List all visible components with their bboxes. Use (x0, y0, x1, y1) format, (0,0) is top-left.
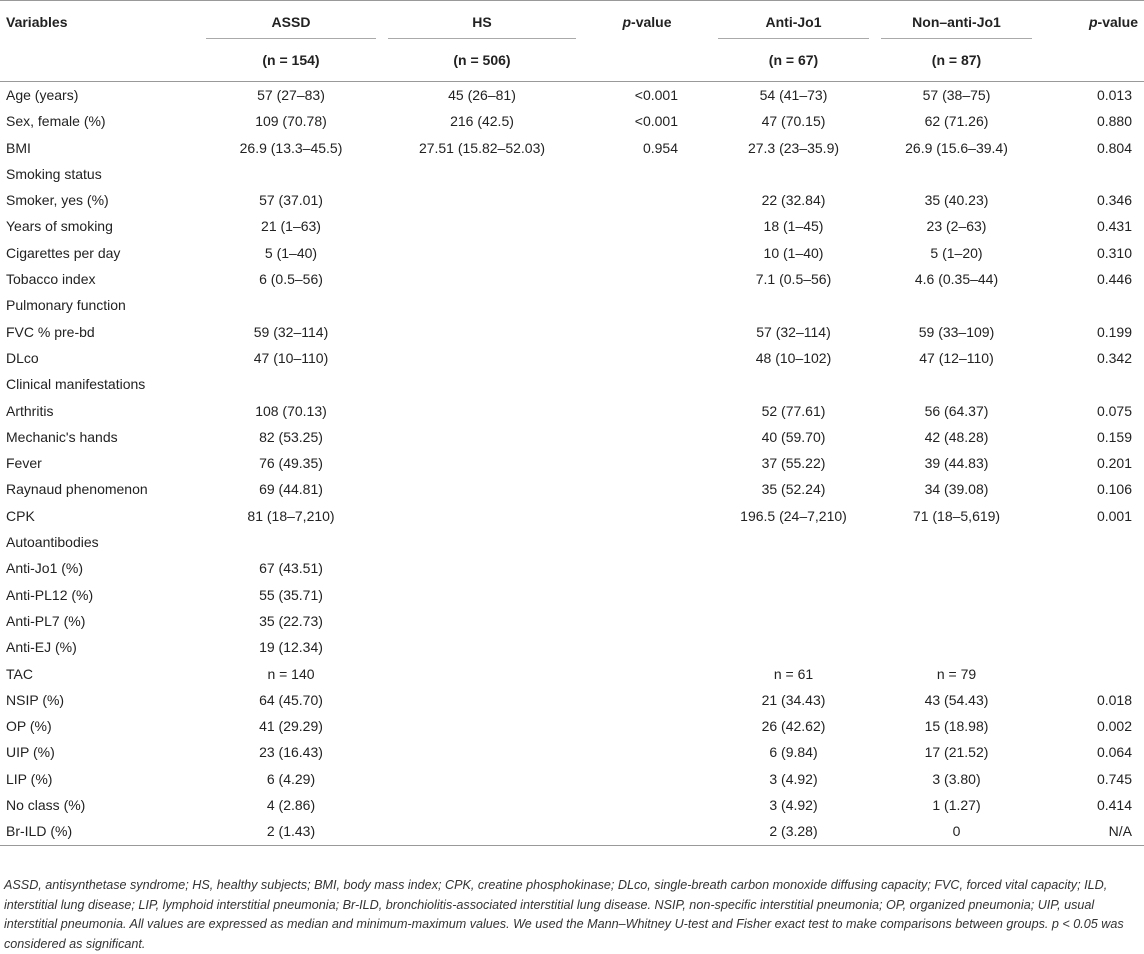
cell-assd: 59 (32–114) (253, 323, 329, 340)
cell-hs (382, 266, 582, 292)
cell-antijo1: 2 (3.28) (712, 818, 875, 845)
cell-assd (200, 371, 382, 397)
table-row (0, 529, 1144, 555)
cell-pvalue-1 (582, 161, 712, 187)
row-label: Smoker, yes (%) (6, 192, 109, 209)
cell-pvalue-2: 0.064 (1096, 744, 1132, 761)
cell-hs (382, 240, 582, 266)
cell-assd (200, 529, 382, 555)
table-row (0, 108, 1144, 134)
cell-nonantijo1 (875, 292, 1038, 318)
header-hs: HS (382, 1, 582, 40)
cell-pvalue-1 (582, 424, 712, 450)
cell-antijo1: 47 (70.15) (761, 113, 826, 130)
header-pvalue-1 (582, 1, 712, 40)
cell-assd: 57 (37.01) (259, 192, 323, 209)
cell-hs (382, 713, 582, 739)
cell-hs: 216 (42.5) (450, 113, 514, 130)
cell-hs (382, 792, 582, 818)
cell-assd: n = 140 (267, 665, 315, 682)
cell-hs (382, 345, 582, 371)
cell-antijo1: 57 (32–114) (756, 323, 831, 340)
cell-pvalue-1: <0.001 (634, 87, 678, 103)
row-label: Autoantibodies (6, 534, 99, 551)
table-row (0, 345, 1144, 371)
cell-pvalue-1 (582, 818, 712, 845)
cell-nonantijo1: 17 (21.52) (924, 744, 989, 761)
row-label: Anti-Jo1 (%) (6, 560, 84, 577)
cell-hs (382, 582, 582, 608)
cell-assd: 69 (44.81) (259, 481, 323, 498)
cell-nonantijo1: 0 (875, 818, 1038, 845)
table-row (0, 82, 1144, 109)
cell-nonantijo1: 57 (38–75) (922, 87, 991, 103)
row-label: BMI (6, 139, 31, 156)
cell-antijo1 (712, 555, 875, 581)
cell-assd (200, 292, 382, 318)
cell-pvalue-1 (582, 240, 712, 266)
cell-nonantijo1: 5 (1–20) (930, 244, 983, 261)
cell-hs: 27.51 (15.82–52.03) (418, 139, 546, 156)
cell-nonantijo1: 39 (44.83) (924, 455, 989, 472)
cell-nonantijo1: 47 (12–110) (919, 349, 994, 366)
cell-antijo1: 10 (1–40) (763, 244, 824, 261)
cell-pvalue-1 (582, 687, 712, 713)
cell-nonantijo1 (875, 371, 1038, 397)
row-label: DLco (6, 349, 39, 366)
header-pvalue-1-rest: -value (631, 14, 672, 30)
cell-antijo1: n = 61 (773, 665, 814, 682)
cell-antijo1: 35 (52.24) (761, 481, 826, 498)
cell-assd: 108 (70.13) (255, 402, 327, 419)
cell-antijo1: 37 (55.22) (761, 455, 826, 472)
table-footnote: ASSD, antisynthetase syndrome; HS, healthy subjects; BMI, body mass index; CPK, creatine phosphokinase; DLco, single-breath carbon monoxide diffusing capacity; FVC, forced vital capacity; ILD, interstitial lung disease; LIP, lymphoid interstitial pneumonia; Br-ILD, bronchiolitis-associated interstitial lung disease. NSIP, non-specific interstitial pneumonia; OP, organized pneumonia; UIP, usual interstitial pneumonia. All values are expressed as median and minimum-maximum values. We used the Mann–Whitney U-test and Fisher exact test to make comparisons between groups. p < 0.05 was considered as significant. (4, 878, 1124, 951)
row-label: Anti-PL7 (%) (6, 612, 86, 629)
cell-antijo1: 196.5 (24–7,210) (740, 507, 847, 524)
table-row (0, 161, 1144, 187)
header-n-hs: (n = 506) (382, 39, 582, 82)
cell-antijo1 (712, 634, 875, 660)
cell-pvalue-1 (582, 319, 712, 345)
cell-pvalue-1 (582, 450, 712, 476)
cell-hs (382, 608, 582, 634)
table-row (0, 187, 1144, 213)
cell-pvalue-1 (582, 266, 712, 292)
cell-nonantijo1: 23 (2–63) (926, 218, 987, 235)
row-label: Cigarettes per day (6, 244, 121, 261)
cell-assd: 2 (1.43) (200, 818, 382, 845)
cell-pvalue-1 (582, 555, 712, 581)
cell-nonantijo1 (875, 161, 1038, 187)
cell-antijo1: 6 (9.84) (769, 744, 818, 761)
cell-antijo1: 52 (77.61) (761, 402, 826, 419)
cell-hs (382, 476, 582, 502)
row-label: Years of smoking (6, 218, 113, 235)
header-assd: ASSD (200, 1, 382, 40)
cell-pvalue-2 (1038, 529, 1144, 555)
header-blank-p2 (1038, 39, 1144, 82)
cell-assd: 67 (43.51) (259, 560, 323, 577)
cell-assd: 81 (18–7,210) (247, 507, 335, 524)
cell-assd: 41 (29.29) (259, 718, 323, 735)
cell-pvalue-2: 0.431 (1096, 218, 1132, 235)
row-label: Pulmonary function (6, 297, 126, 314)
cell-assd: 64 (45.70) (259, 691, 323, 708)
cell-assd: 6 (0.5–56) (259, 271, 323, 288)
cell-hs (382, 818, 582, 845)
row-label: Sex, female (%) (6, 113, 106, 130)
cell-pvalue-2: N/A (1038, 818, 1144, 845)
cell-pvalue-1 (582, 345, 712, 371)
table-row (0, 371, 1144, 397)
cell-pvalue-1 (582, 608, 712, 634)
cell-pvalue-2: 0.446 (1096, 271, 1132, 288)
cell-pvalue-1: <0.001 (634, 113, 678, 130)
row-label: OP (%) (6, 718, 52, 735)
row-label: Mechanic's hands (6, 428, 118, 445)
cell-pvalue-2: 0.018 (1096, 691, 1132, 708)
cell-pvalue-2: 0.013 (1096, 87, 1132, 103)
header-pvalue-2 (1038, 1, 1144, 40)
cell-nonantijo1: n = 79 (936, 665, 977, 682)
row-label: TAC (6, 665, 33, 682)
cell-hs (382, 503, 582, 529)
header-n-assd: (n = 154) (200, 39, 382, 82)
cell-pvalue-2 (1038, 582, 1144, 608)
cell-assd: 55 (35.71) (259, 586, 323, 603)
cell-nonantijo1: 15 (18.98) (924, 718, 989, 735)
cell-nonantijo1 (875, 582, 1038, 608)
row-label: Tobacco index (6, 271, 96, 288)
table-row (0, 739, 1144, 765)
cell-antijo1 (712, 529, 875, 555)
header-pvalue-2-p: p (1088, 14, 1098, 30)
row-label: Fever (6, 455, 42, 472)
table-row (0, 792, 1144, 818)
cell-pvalue-1 (582, 476, 712, 502)
cell-pvalue-1 (582, 371, 712, 397)
cell-nonantijo1 (875, 634, 1038, 660)
cell-antijo1: 18 (1–45) (763, 218, 824, 235)
cell-pvalue-2: 0.106 (1096, 481, 1132, 498)
cell-assd: 5 (1–40) (264, 244, 318, 261)
table-row (0, 476, 1144, 502)
cell-assd: 109 (70.78) (255, 113, 327, 130)
cell-antijo1: 27.3 (23–35.9) (747, 139, 840, 156)
cell-hs (382, 450, 582, 476)
cell-assd: 4 (2.86) (266, 797, 316, 814)
row-label: NSIP (%) (6, 691, 65, 708)
cell-pvalue-1 (582, 398, 712, 424)
cell-hs (382, 213, 582, 239)
table-row (0, 319, 1144, 345)
cell-pvalue-1 (582, 739, 712, 765)
cell-nonantijo1: 62 (71.26) (924, 113, 989, 130)
cell-hs (382, 161, 582, 187)
cell-hs: 45 (26–81) (448, 87, 516, 103)
cell-nonantijo1: 4.6 (0.35–44) (914, 271, 999, 288)
cell-antijo1 (712, 582, 875, 608)
cell-hs (382, 634, 582, 660)
cell-pvalue-2: 0.201 (1096, 455, 1132, 472)
cell-pvalue-1 (582, 529, 712, 555)
cell-hs (382, 687, 582, 713)
row-label: FVC % pre-bd (6, 323, 95, 340)
cell-pvalue-1 (582, 792, 712, 818)
table-row (0, 213, 1144, 239)
cell-antijo1: 22 (32.84) (761, 192, 826, 209)
cell-nonantijo1: 26.9 (15.6–39.4) (905, 139, 1008, 156)
cell-pvalue-1 (582, 292, 712, 318)
row-label: LIP (%) (6, 770, 53, 787)
cell-pvalue-2 (1038, 371, 1144, 397)
cell-assd: 19 (12.34) (259, 639, 323, 656)
cell-antijo1: 3 (4.92) (769, 770, 818, 787)
table-row (0, 634, 1144, 660)
cell-nonantijo1 (875, 608, 1038, 634)
table-row (0, 582, 1144, 608)
header-n-nonantijo1: (n = 87) (875, 39, 1038, 82)
cell-antijo1: 21 (34.43) (761, 691, 826, 708)
header-n-antijo1: (n = 67) (712, 39, 875, 82)
cell-antijo1: 3 (4.92) (769, 797, 818, 814)
cell-nonantijo1: 35 (40.23) (924, 192, 989, 209)
table-row (0, 266, 1144, 292)
cell-nonantijo1 (875, 529, 1038, 555)
cell-pvalue-2: 0.745 (1096, 770, 1132, 787)
table-row (0, 661, 1144, 687)
table-row (0, 766, 1144, 792)
row-label: No class (%) (6, 797, 86, 814)
cell-antijo1 (712, 161, 875, 187)
cell-antijo1: 7.1 (0.5–56) (755, 271, 832, 288)
cell-pvalue-2: 0.199 (1096, 323, 1132, 340)
cell-nonantijo1: 3 (3.80) (932, 770, 981, 787)
table-body (0, 82, 1144, 846)
row-label: Clinical manifestations (6, 376, 146, 393)
cell-antijo1 (712, 608, 875, 634)
cell-pvalue-1 (582, 713, 712, 739)
cell-antijo1: 26 (42.62) (761, 718, 826, 735)
cell-pvalue-2 (1038, 608, 1144, 634)
table-row (0, 503, 1144, 529)
row-label: UIP (%) (6, 744, 55, 761)
cell-hs (382, 766, 582, 792)
cell-pvalue-2 (1038, 661, 1144, 687)
table-row (0, 398, 1144, 424)
header-antijo1: Anti-Jo1 (712, 1, 875, 40)
cell-assd: 76 (49.35) (259, 455, 323, 472)
header-blank (0, 39, 200, 82)
cell-pvalue-1 (582, 661, 712, 687)
cell-antijo1: 54 (41–73) (759, 87, 828, 103)
table-row (0, 818, 1144, 845)
cell-hs (382, 424, 582, 450)
cell-pvalue-1 (582, 766, 712, 792)
cell-pvalue-2 (1038, 634, 1144, 660)
table-row (0, 450, 1144, 476)
cell-assd: 23 (16.43) (259, 744, 323, 761)
cell-antijo1: 48 (10–102) (755, 349, 832, 366)
header-blank-p1 (582, 39, 712, 82)
cell-pvalue-1 (582, 634, 712, 660)
cell-pvalue-2: 0.310 (1096, 244, 1132, 261)
cell-hs (382, 292, 582, 318)
row-label: Age (years) (6, 87, 79, 103)
cell-hs (382, 529, 582, 555)
cell-assd: 26.9 (13.3–45.5) (239, 139, 343, 156)
cell-nonantijo1 (875, 555, 1038, 581)
table-row (0, 424, 1144, 450)
cell-pvalue-2 (1038, 555, 1144, 581)
table-row (0, 555, 1144, 581)
table-row (0, 608, 1144, 634)
cell-hs (382, 371, 582, 397)
cell-assd: 57 (27–83) (257, 87, 325, 103)
cell-pvalue-1 (582, 187, 712, 213)
cell-antijo1: 40 (59.70) (761, 428, 826, 445)
cell-assd: 21 (1–63) (261, 218, 321, 235)
cell-pvalue-2: 0.346 (1096, 192, 1132, 209)
cell-hs (382, 739, 582, 765)
cell-hs (382, 187, 582, 213)
cell-nonantijo1: 43 (54.43) (924, 691, 989, 708)
cell-nonantijo1: 71 (18–5,619) (912, 507, 1001, 524)
cell-pvalue-2: 0.804 (1096, 139, 1132, 156)
cell-pvalue-2: 0.342 (1096, 349, 1132, 366)
cell-nonantijo1: 42 (48.28) (924, 428, 989, 445)
cell-pvalue-2: 0.159 (1096, 428, 1132, 445)
table-row (0, 687, 1144, 713)
cell-assd: 82 (53.25) (259, 428, 323, 445)
cell-nonantijo1: 56 (64.37) (924, 402, 989, 419)
cell-nonantijo1: 59 (33–109) (918, 323, 995, 340)
cell-assd: 47 (10–110) (253, 349, 329, 366)
cell-pvalue-1: 0.954 (642, 139, 678, 156)
cell-hs (382, 319, 582, 345)
cell-pvalue-2: 0.880 (1096, 113, 1132, 130)
cell-pvalue-2: 0.414 (1096, 797, 1132, 814)
cell-hs (382, 661, 582, 687)
row-label: Br-ILD (%) (0, 818, 200, 845)
cell-nonantijo1: 1 (1.27) (932, 797, 981, 814)
cell-pvalue-1 (582, 503, 712, 529)
cell-hs (382, 555, 582, 581)
cell-pvalue-2: 0.001 (1096, 507, 1132, 524)
cell-pvalue-1 (582, 582, 712, 608)
cell-antijo1 (712, 292, 875, 318)
row-label: Arthritis (6, 402, 54, 419)
header-variables: Variables (0, 1, 200, 40)
header-pvalue-1-p: p (622, 14, 632, 30)
cell-pvalue-1 (582, 213, 712, 239)
table-row (0, 135, 1144, 161)
header-pvalue-2-rest: -value (1097, 14, 1138, 30)
table-row (0, 292, 1144, 318)
cell-nonantijo1: 34 (39.08) (924, 481, 989, 498)
row-label: Raynaud phenomenon (6, 481, 148, 498)
cell-pvalue-2: 0.075 (1096, 402, 1132, 419)
row-label: Anti-EJ (%) (6, 639, 77, 656)
cell-pvalue-2 (1038, 161, 1144, 187)
cell-assd: 6 (4.29) (266, 770, 316, 787)
table-row (0, 713, 1144, 739)
table-row (0, 240, 1144, 266)
cell-assd (200, 161, 382, 187)
cell-pvalue-2: 0.002 (1096, 718, 1132, 735)
row-label: Anti-PL12 (%) (6, 586, 94, 603)
cell-hs (382, 398, 582, 424)
row-label: Smoking status (6, 165, 102, 182)
cell-antijo1 (712, 371, 875, 397)
cell-assd: 35 (22.73) (259, 612, 323, 629)
row-label: CPK (6, 507, 35, 524)
cell-pvalue-2 (1038, 292, 1144, 318)
header-nonantijo1: Non–anti-Jo1 (875, 1, 1038, 40)
